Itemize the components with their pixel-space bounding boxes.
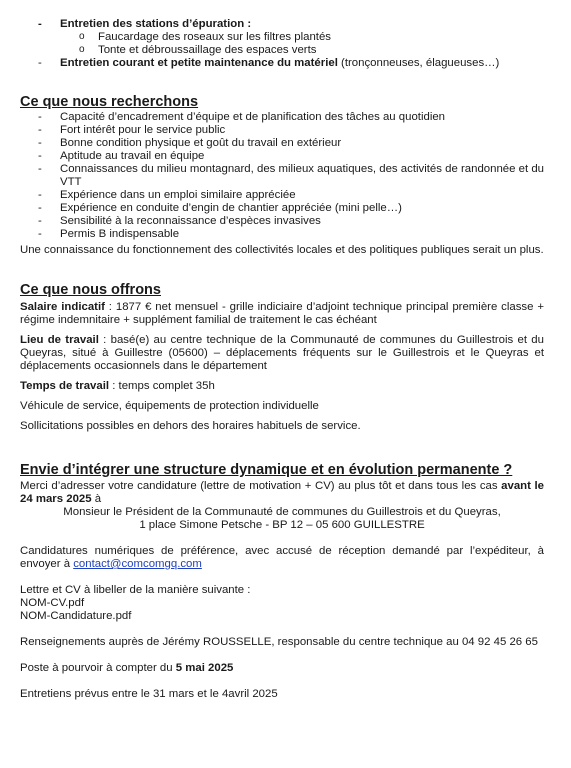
stations-title: Entretien des stations d’épuration : <box>60 18 252 30</box>
maintenance-detail: (tronçonneuses, élagueuses…) <box>337 57 500 69</box>
application-intro <box>20 480 544 506</box>
job-offer-document <box>20 18 544 701</box>
list-item: o Tonte et débroussaillage des espaces verts <box>20 44 544 57</box>
list-item: - Expérience en conduite d’engin de chantier appréciée (mini pelle…) <box>20 202 544 215</box>
vehicle-paragraph: Véhicule de service, équipements de protection individuelle <box>20 400 319 412</box>
list-item: - Fort intérêt pour le service public <box>20 124 544 137</box>
file-name-cv: NOM-CV.pdf <box>20 597 85 609</box>
workplace-paragraph <box>20 334 544 373</box>
worktime-paragraph <box>20 380 544 393</box>
start-date-value: 5 mai 2025 <box>175 662 234 674</box>
application-text: Merci d’adresser votre candidature (lettre de motivation + CV) au plus tôt et dans tous les cas <box>20 480 502 492</box>
file-name-candidature: NOM-Candidature.pdf <box>20 610 132 622</box>
knowledge-note: Une connaissance du fonctionnement des collectivités locales et des politiques publiques serait un plus. <box>20 244 544 256</box>
list-item: o Faucardage des roseaux sur les filtres plantés <box>20 31 544 44</box>
list-item <box>20 18 544 31</box>
list-item: - Expérience dans un emploi similaire appréciée <box>20 189 544 202</box>
address-line-2: 1 place Simone Petsche - BP 12 – 05 600 GUILLESTRE <box>139 519 425 531</box>
heading-recherchons: Ce que nous recherchons <box>20 94 199 110</box>
heading-candidature: Envie d’intégrer une structure dynamique et en évolution permanente ? <box>20 462 513 478</box>
salary-paragraph <box>20 301 544 327</box>
interview-dates: Entretiens prévus entre le 31 mars et le 4avril 2025 <box>20 688 278 700</box>
start-date <box>20 662 544 675</box>
list-item: - Sensibilité à la reconnaissance d’espèces invasives <box>20 215 544 228</box>
contact-email-link[interactable]: contact@comcomgq.com <box>73 558 202 570</box>
contact-info: Renseignements auprès de Jérémy ROUSSELLE, responsable du centre technique au 04 92 45 26 65 <box>20 636 538 648</box>
workplace-text: : basé(e) au centre technique de la Communauté de communes du Guillestrois et du Queyras, situé à Guillestre (05600) – déplacements fréquents sur le Guillestrois et le Queyras et déplacements occasionnels dans le département <box>20 334 544 372</box>
application-deadline-after: à <box>91 493 102 505</box>
worktime-text: : temps complet 35h <box>109 380 215 392</box>
list-item: - Permis B indispensable <box>20 228 544 241</box>
list-item: - Bonne condition physique et goût du travail en extérieur <box>20 137 544 150</box>
workplace-label: Lieu de travail <box>20 334 99 346</box>
digital-application-text: Candidatures numériques de préférence, avec accusé de réception demandé par l’expéditeur, à envoyer à <box>20 545 544 570</box>
worktime-label: Temps de travail <box>20 380 110 392</box>
availability-paragraph: Sollicitations possibles en dehors des horaires habituels de service. <box>20 420 361 432</box>
application-deadline: avant le 24 mars 2025 <box>20 480 545 505</box>
salary-label: Salaire indicatif <box>20 301 105 313</box>
list-item: - Connaissances du milieu montagnard, des milieux aquatiques, des activités de randonnée et du VTT <box>20 163 544 189</box>
start-date-text: Poste à pourvoir à compter du <box>20 662 176 674</box>
list-item: - Aptitude au travail en équipe <box>20 150 544 163</box>
salary-text: : 1877 € net mensuel - grille indiciaire d’adjoint technique principal première classe + régime indemnitaire + supplément familial de traitement le cas échéant <box>20 301 544 326</box>
list-item: - Capacité d’encadrement d’équipe et de planification des tâches au quotidien <box>20 111 544 124</box>
heading-offrons: Ce que nous offrons <box>20 282 161 298</box>
profile-list <box>20 111 544 241</box>
missions-list <box>20 18 544 70</box>
address-line-1: Monsieur le Président de la Communauté de communes du Guillestrois et du Queyras, <box>63 506 501 518</box>
list-item <box>20 57 544 70</box>
digital-application <box>20 545 544 571</box>
maintenance-title: Entretien courant et petite maintenance du matériel <box>60 57 338 69</box>
labelling-intro: Lettre et CV à libeller de la manière suivante : <box>20 584 251 596</box>
